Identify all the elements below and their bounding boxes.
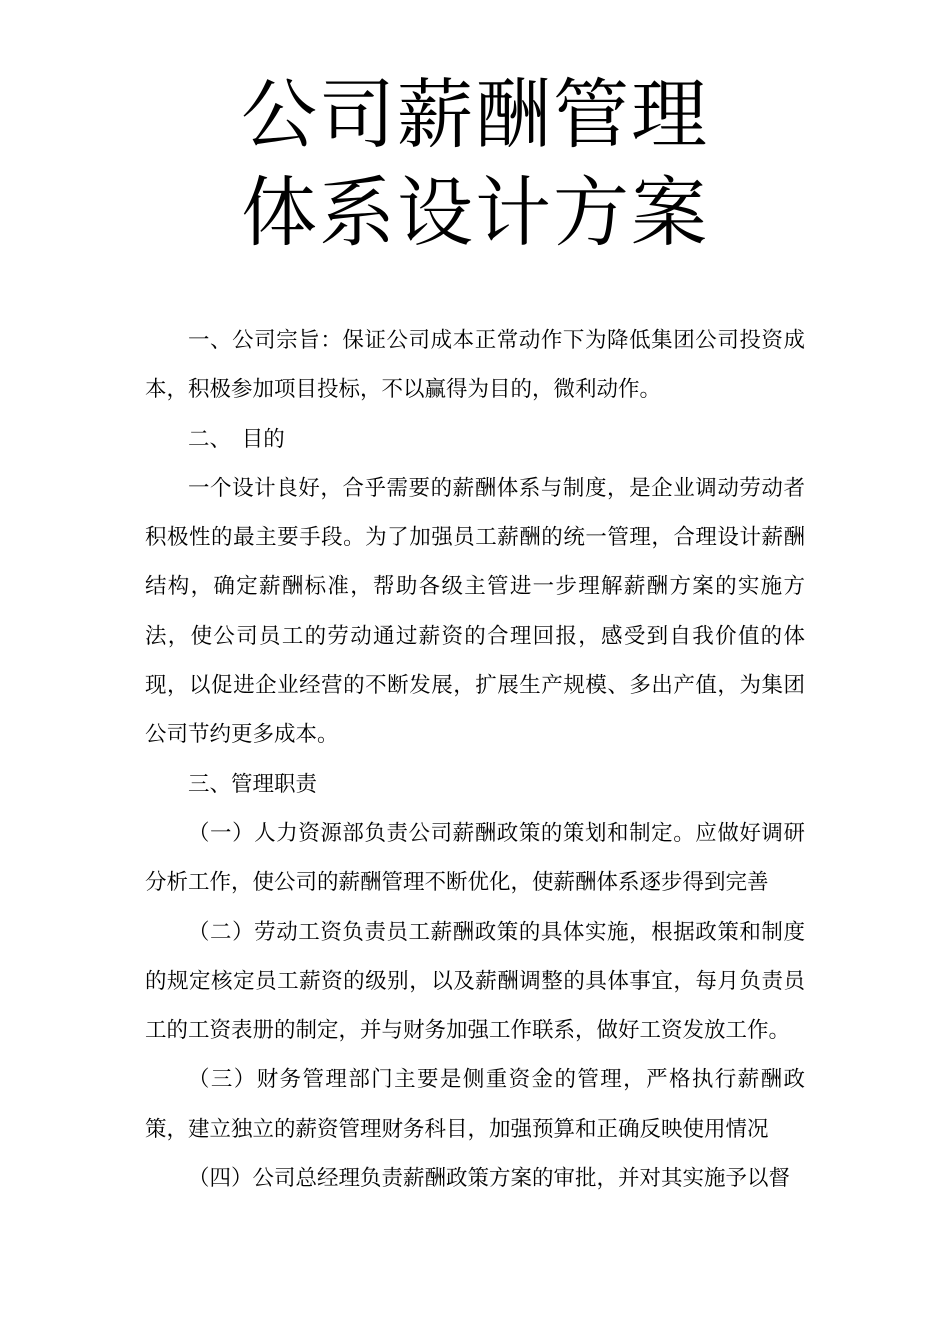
paragraph-responsibility-1: （一）人力资源部负责公司薪酬政策的策划和制定。应做好调研分析工作，使公司的薪酬管理不断优化，使薪酬体系逐步得到完善 bbox=[145, 820, 805, 896]
document-body bbox=[145, 316, 805, 1203]
paragraph-company-purpose: 一、公司宗旨：保证公司成本正常动作下为降低集团公司投资成本，积极参加项目投标，不以赢得为目的，微利动作。 bbox=[145, 328, 805, 403]
heading-objective: 二、 目的 bbox=[188, 426, 285, 452]
paragraph-responsibility-3: （三）财务管理部门主要是侧重资金的管理，严格执行薪酬政策，建立独立的薪资管理财务科目，加强预算和正确反映使用情况 bbox=[145, 1067, 805, 1142]
paragraph-objective: 一个设计良好，合乎需要的薪酬体系与制度，是企业调动劳动者积极性的最主要手段。为了加强员工薪酬的统一管理，合理设计薪酬结构，确定薪酬标准，帮助各级主管进一步理解薪酬方案的实施方法，使公司员工的劳动通过薪资的合理回报，感受到自我价值的体现，以促进企业经营的不断发展，扩展生产规模、多出产值，为集团公司节约更多成本。 bbox=[145, 475, 805, 748]
document-title-line-1: 公司薪酬管理 bbox=[241, 70, 709, 159]
heading-responsibilities: 三、管理职责 bbox=[188, 771, 318, 797]
paragraph-responsibility-4: （四）公司总经理负责薪酬政策方案的审批，并对其实施予以督 bbox=[188, 1166, 791, 1192]
paragraph-responsibility-2: （二）劳动工资负责员工薪酬政策的具体实施，根据政策和制度的规定核定员工薪资的级别，以及薪酬调整的具体事宜，每月负责员工的工资表册的制定，并与财务加强工作联系，做好工资发放工作。 bbox=[145, 919, 805, 1044]
document-title-line-2: 体系设计方案 bbox=[241, 168, 709, 257]
